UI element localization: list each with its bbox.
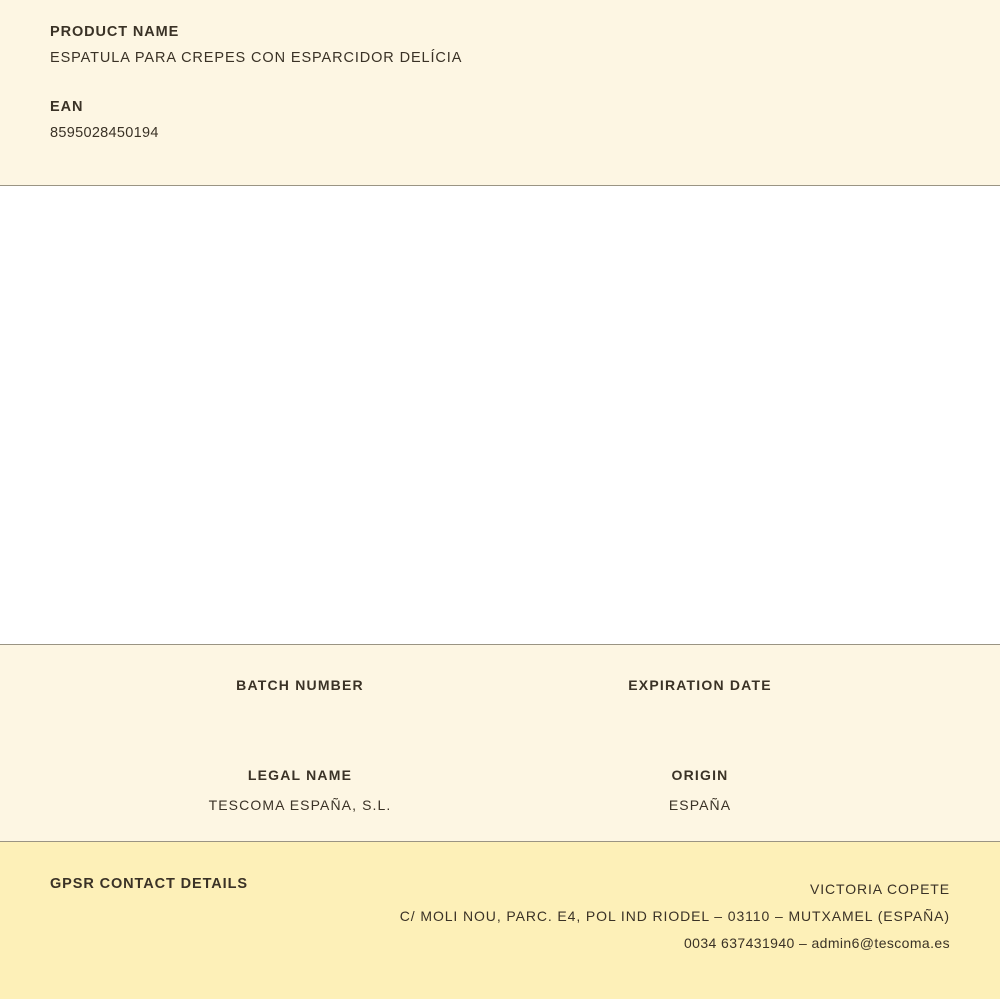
expiration-date-label: EXPIRATION DATE: [628, 677, 772, 693]
legal-name-value: TESCOMA ESPAÑA, S.L.: [208, 797, 392, 813]
legal-name-field: [0, 767, 600, 813]
gpsr-address: C/ MOLI NOU, PARC. E4, POL IND RIODEL – 03110 – MUTXAMEL (ESPAÑA): [399, 908, 950, 924]
gpsr-contact-name: VICTORIA COPETE: [809, 881, 950, 897]
ean-value: 8595028450194: [50, 125, 159, 141]
origin-field: [600, 767, 800, 813]
product-name-label: PRODUCT NAME: [50, 24, 180, 40]
origin-value: ESPAÑA: [668, 797, 732, 813]
batch-number-field: [0, 677, 600, 723]
batch-number-label: BATCH NUMBER: [236, 677, 364, 693]
expiration-date-field: [600, 677, 800, 723]
gpsr-contact-label: GPSR CONTACT DETAILS: [50, 876, 248, 892]
ean-field: [50, 99, 950, 141]
batch-number-value: [0, 707, 600, 723]
product-header-block: [0, 0, 1000, 186]
product-name-value: ESPATULA PARA CREPES CON ESPARCIDOR DELÍCIA: [50, 50, 463, 66]
origin-label: ORIGIN: [671, 767, 729, 783]
product-image-area: [0, 186, 1000, 645]
legal-name-label: LEGAL NAME: [247, 767, 353, 783]
expiration-date-value: [600, 707, 800, 723]
spacer: [50, 66, 950, 99]
ean-label: EAN: [50, 99, 84, 115]
gpsr-footer: [0, 842, 1000, 999]
product-info-block: [0, 645, 1000, 842]
product-name-field: [50, 24, 950, 66]
gpsr-phone-email: 0034 637431940 – admin6@tescoma.es: [684, 935, 950, 951]
